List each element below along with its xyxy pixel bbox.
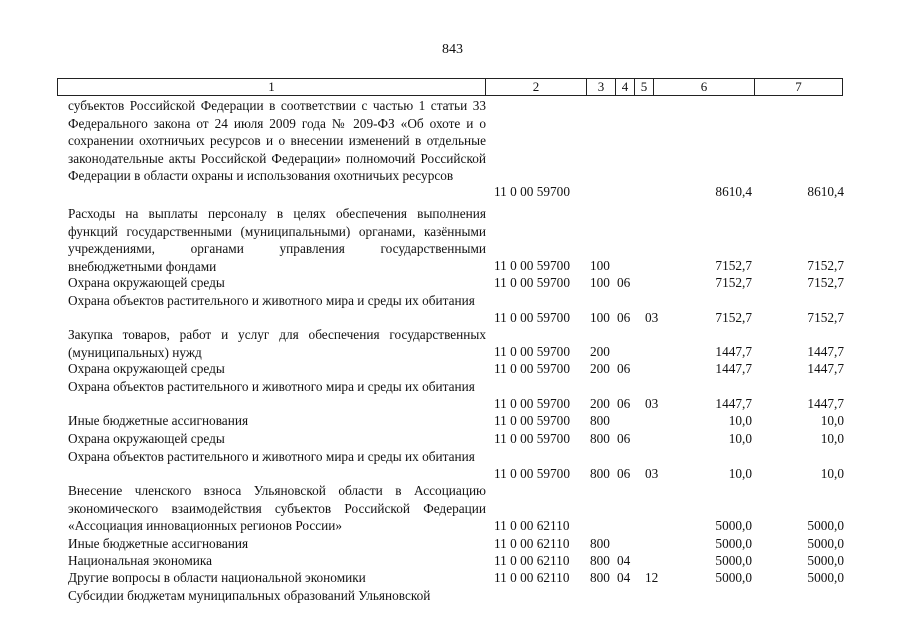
row-description: Иные бюджетные ассигнования bbox=[68, 536, 249, 551]
row-description: Национальная экономика bbox=[68, 553, 213, 568]
target-article-code: 11 0 00 59700 bbox=[494, 310, 570, 325]
amount-col-6: 1447,7 bbox=[715, 361, 752, 376]
amount-col-7: 8610,4 bbox=[807, 184, 844, 199]
row-description: субъектов Российской Федерации в соответствии с частью 1 статьи 33 Федерального закона от 24 июля 2009 года № 209-ФЗ «Об охоте и о сохранении охотничьих ресурсов и о внесении изменений в отдельные законодательные акты Российской Федерации» полномочий Российской Федерации в области охраны и использования охотничьих ресурсов bbox=[68, 98, 486, 183]
target-article-code: 11 0 00 62110 bbox=[494, 570, 570, 585]
section-code: 06 bbox=[617, 431, 631, 446]
target-article-code: 11 0 00 59700 bbox=[494, 275, 570, 290]
target-article-code: 11 0 00 59700 bbox=[494, 413, 570, 428]
amount-col-6: 5000,0 bbox=[715, 536, 752, 551]
row-description: Охрана объектов растительного и животного мира и среды их обитания bbox=[68, 379, 475, 394]
amount-col-6: 1447,7 bbox=[715, 396, 752, 411]
subsection-code: 03 bbox=[645, 396, 659, 411]
section-code: 04 bbox=[617, 570, 631, 585]
page-number: 843 bbox=[442, 42, 463, 57]
amount-col-7: 7152,7 bbox=[807, 310, 844, 325]
row-description: Иные бюджетные ассигнования bbox=[68, 413, 249, 428]
target-article-code: 11 0 00 62110 bbox=[494, 553, 570, 568]
expense-type-code: 800 bbox=[590, 466, 610, 481]
expense-type-code: 200 bbox=[590, 344, 610, 359]
row-description: Охрана окружающей среды bbox=[68, 361, 225, 376]
amount-col-7: 1447,7 bbox=[807, 396, 844, 411]
row-description: Субсидии бюджетам муниципальных образований Ульяновской bbox=[68, 588, 431, 603]
column-header-2: 2 bbox=[532, 79, 540, 94]
target-article-code: 11 0 00 59700 bbox=[494, 344, 570, 359]
expense-type-code: 200 bbox=[590, 361, 610, 376]
amount-col-6: 5000,0 bbox=[715, 570, 752, 585]
amount-col-6: 5000,0 bbox=[715, 518, 752, 533]
row-description: Расходы на выплаты персоналу в целях обеспечения выполнения функций государственными (муниципальными) органами, казёнными учреждениями, органами управления государственными внебюджетными фондами bbox=[68, 206, 486, 274]
amount-col-7: 5000,0 bbox=[807, 536, 844, 551]
amount-col-6: 5000,0 bbox=[715, 553, 752, 568]
target-article-code: 11 0 00 62110 bbox=[494, 518, 570, 533]
target-article-code: 11 0 00 59700 bbox=[494, 396, 570, 411]
amount-col-6: 7152,7 bbox=[715, 310, 752, 325]
amount-col-7: 10,0 bbox=[820, 413, 844, 428]
amount-col-6: 7152,7 bbox=[715, 258, 752, 273]
column-header-1: 1 bbox=[268, 79, 275, 94]
row-description: Охрана объектов растительного и животного мира и среды их обитания bbox=[68, 449, 475, 464]
row-description: Охрана окружающей среды bbox=[68, 431, 225, 446]
section-code: 06 bbox=[617, 275, 631, 290]
amount-col-7: 10,0 bbox=[820, 431, 844, 446]
amount-col-6: 8610,4 bbox=[715, 184, 752, 199]
column-header-6: 6 bbox=[700, 79, 708, 94]
amount-col-6: 7152,7 bbox=[715, 275, 752, 290]
column-header-7: 7 bbox=[795, 79, 802, 94]
section-code: 06 bbox=[617, 466, 631, 481]
row-description: Закупка товаров, работ и услуг для обеспечения государственных (муниципальных) нужд bbox=[68, 327, 486, 360]
section-code: 06 bbox=[617, 361, 631, 376]
subsection-code: 03 bbox=[645, 310, 659, 325]
amount-col-7: 1447,7 bbox=[807, 344, 844, 359]
expense-type-code: 800 bbox=[590, 536, 610, 551]
amount-col-7: 7152,7 bbox=[807, 258, 844, 273]
amount-col-6: 10,0 bbox=[728, 431, 752, 446]
target-article-code: 11 0 00 59700 bbox=[494, 431, 570, 446]
row-description: Другие вопросы в области национальной экономики bbox=[68, 570, 366, 585]
row-description: Охрана окружающей среды bbox=[68, 275, 225, 290]
column-header-4: 4 bbox=[621, 79, 629, 94]
expense-type-code: 100 bbox=[590, 275, 610, 290]
amount-col-6: 1447,7 bbox=[715, 344, 752, 359]
subsection-code: 03 bbox=[645, 466, 659, 481]
amount-col-7: 7152,7 bbox=[807, 275, 844, 290]
amount-col-7: 10,0 bbox=[820, 466, 844, 481]
target-article-code: 11 0 00 59700 bbox=[494, 258, 570, 273]
expense-type-code: 100 bbox=[590, 310, 610, 325]
expense-type-code: 800 bbox=[590, 413, 610, 428]
expense-type-code: 200 bbox=[590, 396, 610, 411]
expense-type-code: 800 bbox=[590, 431, 610, 446]
expense-type-code: 100 bbox=[590, 258, 610, 273]
target-article-code: 11 0 00 59700 bbox=[494, 184, 570, 199]
amount-col-6: 10,0 bbox=[728, 466, 752, 481]
section-code: 06 bbox=[617, 396, 631, 411]
amount-col-7: 5000,0 bbox=[807, 518, 844, 533]
expense-type-code: 800 bbox=[590, 553, 610, 568]
section-code: 06 bbox=[617, 310, 631, 325]
expense-type-code: 800 bbox=[590, 570, 610, 585]
subsection-code: 12 bbox=[645, 570, 659, 585]
target-article-code: 11 0 00 59700 bbox=[494, 361, 570, 376]
column-header-3: 3 bbox=[597, 79, 605, 94]
section-code: 04 bbox=[617, 553, 631, 568]
target-article-code: 11 0 00 62110 bbox=[494, 536, 570, 551]
amount-col-7: 1447,7 bbox=[807, 361, 844, 376]
row-description: Охрана объектов растительного и животного мира и среды их обитания bbox=[68, 293, 475, 308]
row-description: Внесение членского взноса Ульяновской области в Ассоциацию экономического взаимодействия субъектов Российской Федерации «Ассоциация инновационных регионов России» bbox=[68, 483, 486, 533]
target-article-code: 11 0 00 59700 bbox=[494, 466, 570, 481]
column-header-5: 5 bbox=[640, 79, 648, 94]
amount-col-7: 5000,0 bbox=[807, 570, 844, 585]
amount-col-7: 5000,0 bbox=[807, 553, 844, 568]
amount-col-6: 10,0 bbox=[728, 413, 752, 428]
